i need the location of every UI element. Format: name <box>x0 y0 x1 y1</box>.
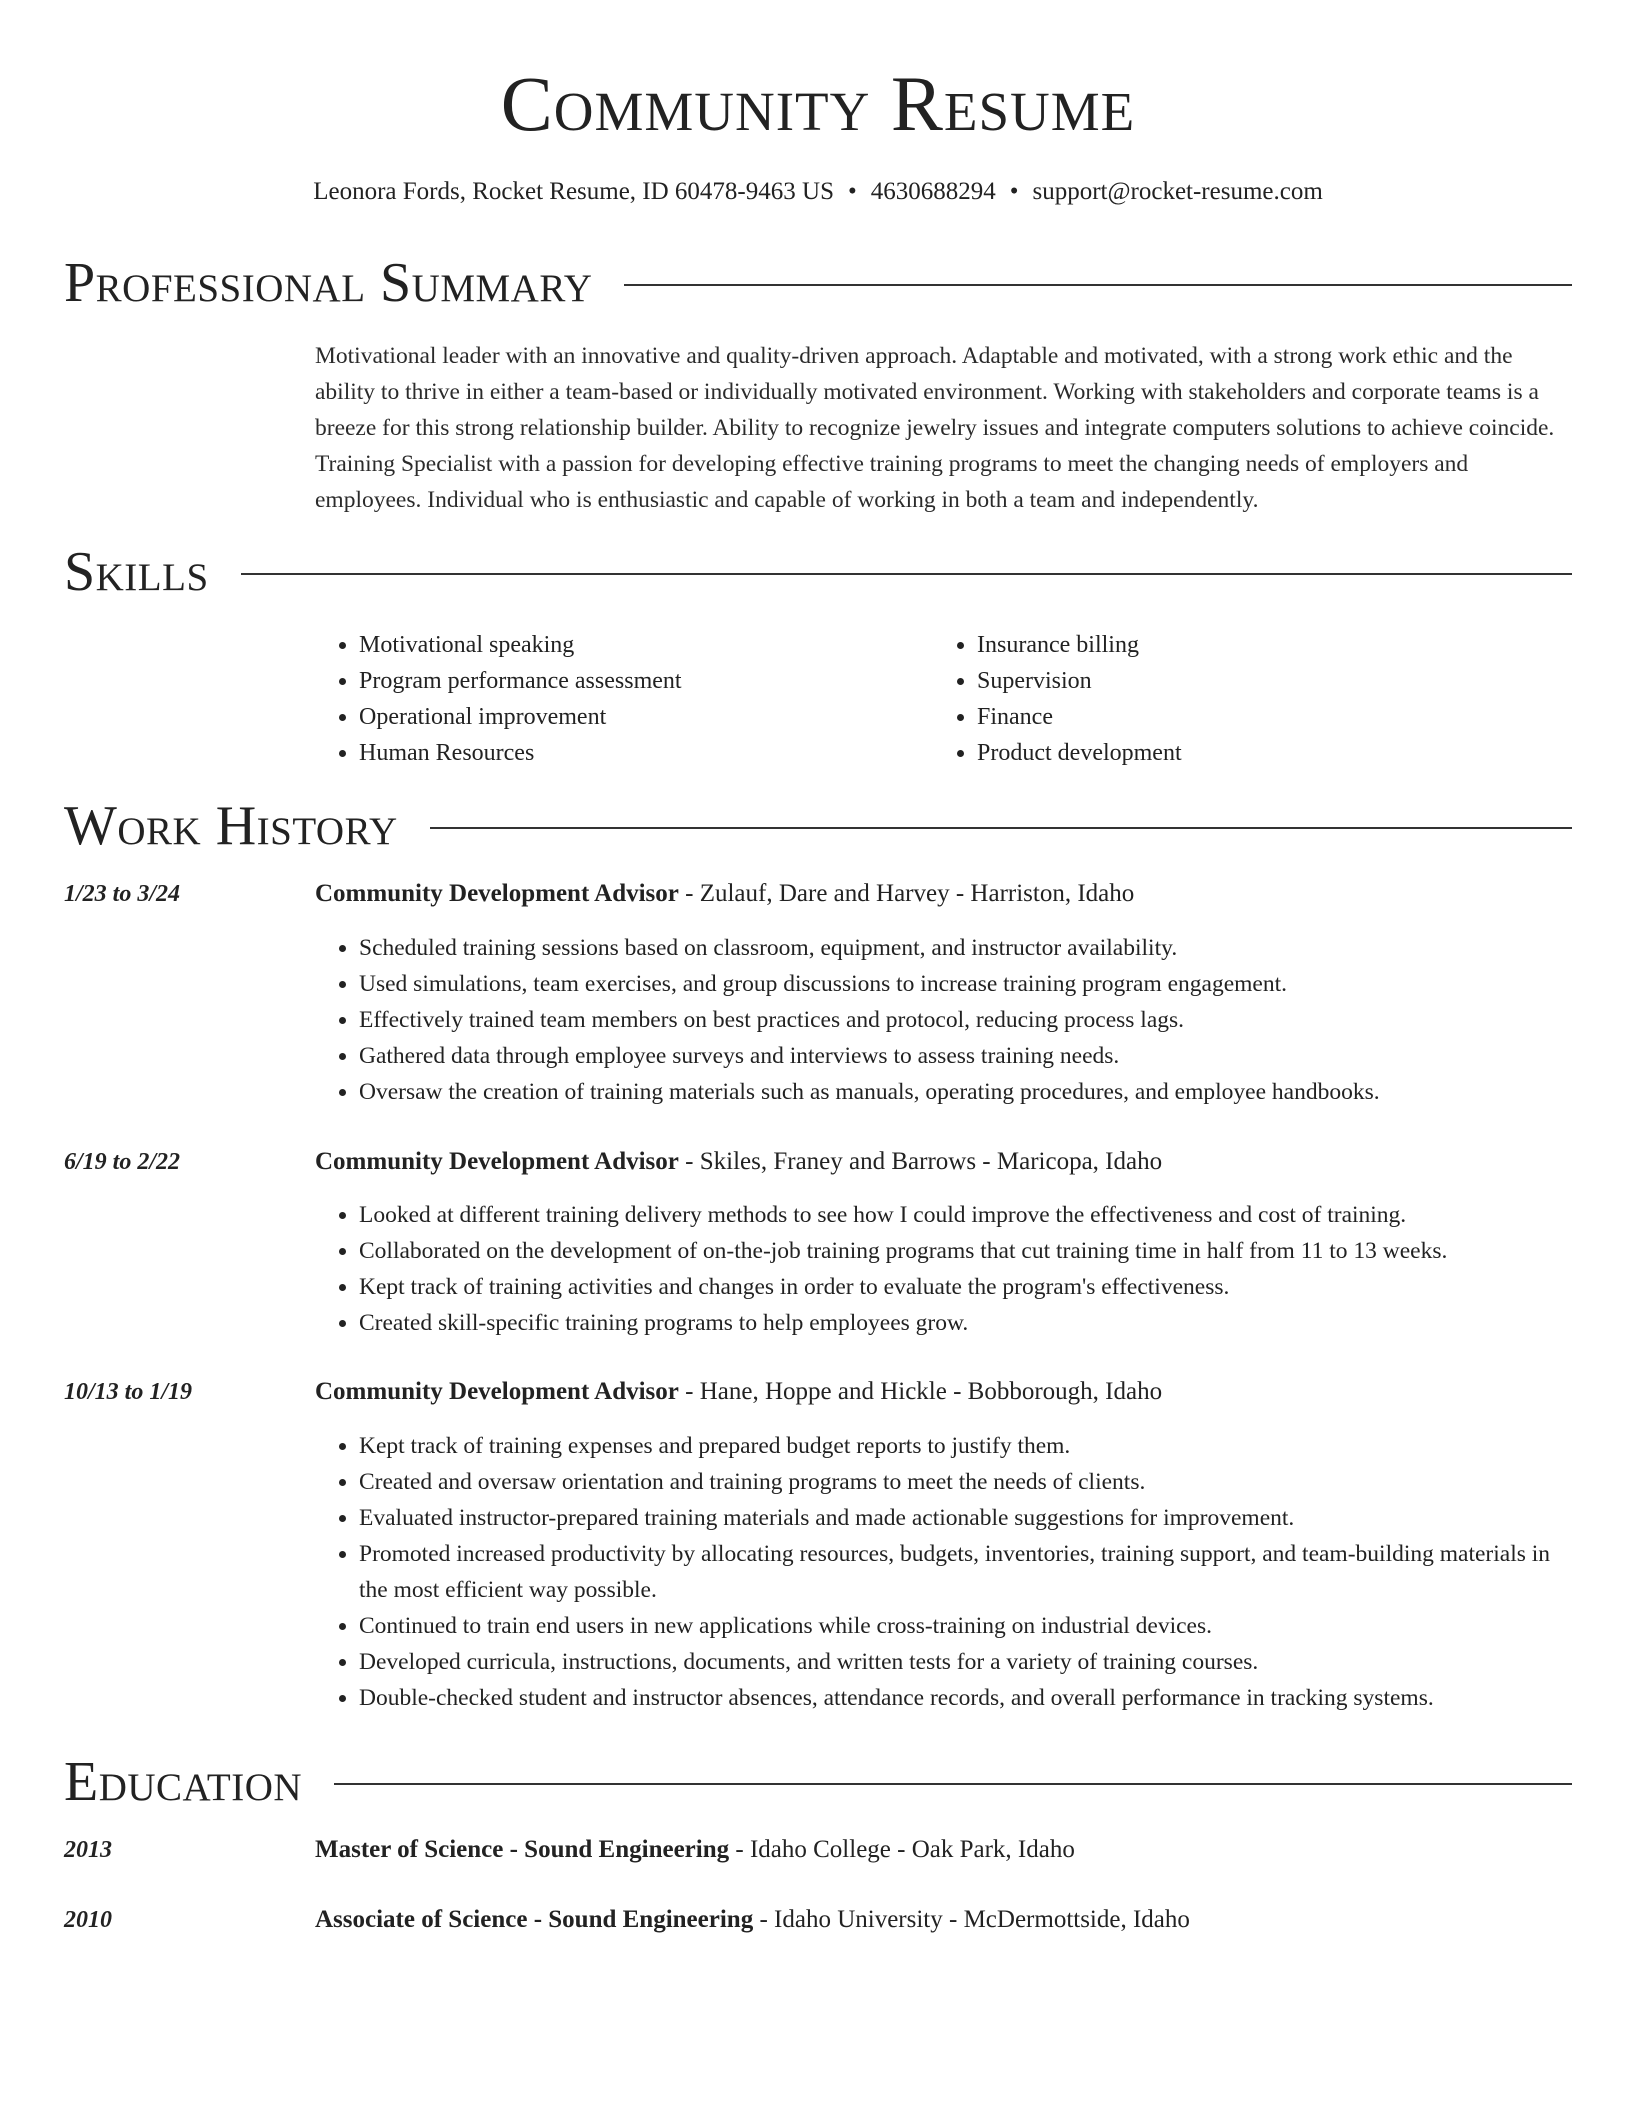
work-title: Work History <box>64 795 398 857</box>
job-bullet: • Developed curricula, instructions, documents, and written tests for a variety of training courses. <box>359 1644 1572 1680</box>
job-bullet: • Oversaw the creation of training materials such as manuals, operating procedures, and employee handbooks. <box>359 1074 1572 1110</box>
resume-name: Community Resume <box>500 60 1136 147</box>
contact-separator: • <box>1009 178 1019 205</box>
education-entry <box>64 1832 1572 1868</box>
job-bullet: • Collaborated on the development of on-the-job training programs that cut training time in half from 11 to 13 weeks. <box>359 1233 1572 1269</box>
education-heading <box>315 1902 1190 1938</box>
contact-phone: 4630688294 <box>870 178 996 205</box>
job-dates: 6/19 to 2/22 <box>64 1149 181 1175</box>
education-school: - Idaho University - McDermottside, Idaho <box>753 1906 1190 1933</box>
skill-item: • Operational improvement <box>359 699 933 735</box>
education-school: - Idaho College - Oak Park, Idaho <box>729 1836 1075 1863</box>
skill-item: • Product development <box>977 735 1551 771</box>
job-bullet: • Kept track of training expenses and prepared budget reports to justify them. <box>359 1428 1572 1464</box>
job-bullet: • Looked at different training delivery methods to see how I could improve the effectiveness and cost of training. <box>359 1197 1572 1233</box>
skill-item: • Insurance billing <box>977 627 1551 663</box>
job-employer: - Hane, Hoppe and Hickle - Bobborough, Idaho <box>678 1378 1163 1405</box>
summary-section-header <box>64 251 1572 315</box>
job-role: Community Development Advisor <box>315 880 679 907</box>
section-divider <box>241 573 1572 575</box>
contact-email: support@rocket-resume.com <box>1032 178 1323 205</box>
job-bullets <box>315 930 1572 1110</box>
contact-line <box>64 174 1572 210</box>
skills-column-right <box>933 627 1551 771</box>
job-heading <box>315 876 1134 912</box>
education-year: 2013 <box>64 1837 112 1863</box>
skill-item: • Supervision <box>977 663 1551 699</box>
job-bullet: • Double-checked student and instructor absences, attendance records, and overall performance in tracking systems. <box>359 1680 1572 1716</box>
education-degree: Master of Science - Sound Engineering <box>315 1836 730 1863</box>
job-bullet: • Evaluated instructor-prepared training materials and made actionable suggestions for improvement. <box>359 1500 1572 1536</box>
summary-title: Professional Summary <box>64 252 593 314</box>
education-year: 2010 <box>64 1907 112 1933</box>
education-heading <box>315 1832 1075 1868</box>
section-divider <box>334 1783 1572 1785</box>
contact-separator: • <box>847 178 857 205</box>
job-bullet: • Effectively trained team members on best practices and protocol, reducing process lags. <box>359 1002 1572 1038</box>
skills-column-left <box>315 627 933 771</box>
job-bullet: • Gathered data through employee surveys and interviews to assess training needs. <box>359 1038 1572 1074</box>
job-bullet: • Created and oversaw orientation and training programs to meet the needs of clients. <box>359 1464 1572 1500</box>
job-employer: - Skiles, Franey and Barrows - Maricopa, Idaho <box>678 1148 1163 1175</box>
education-entry <box>64 1902 1572 1938</box>
job-heading <box>315 1374 1162 1410</box>
section-divider <box>624 284 1572 286</box>
job-bullet: • Used simulations, team exercises, and group discussions to increase training program engagement. <box>359 966 1572 1002</box>
job-role: Community Development Advisor <box>315 1148 679 1175</box>
job-dates: 1/23 to 3/24 <box>64 881 181 907</box>
skill-item: • Finance <box>977 699 1551 735</box>
skills-title: Skills <box>64 541 209 603</box>
education-section-header <box>64 1750 1572 1814</box>
job-employer: - Zulauf, Dare and Harvey - Harriston, Idaho <box>678 880 1135 907</box>
job-dates: 10/13 to 1/19 <box>64 1379 193 1405</box>
job-role: Community Development Advisor <box>315 1378 679 1405</box>
job-bullet: • Promoted increased productivity by allocating resources, budgets, inventories, training support, and team-building materials in the most efficient way possible. <box>359 1536 1572 1608</box>
job-bullet: • Created skill-specific training programs to help employees grow. <box>359 1305 1572 1341</box>
work-section-header <box>64 794 1572 858</box>
skills-section-header <box>64 540 1572 604</box>
job-bullet: • Kept track of training activities and changes in order to evaluate the program's effectiveness. <box>359 1269 1572 1305</box>
job-bullets <box>315 1428 1572 1716</box>
skill-item: • Program performance assessment <box>359 663 933 699</box>
skill-item: • Human Resources <box>359 735 933 771</box>
job-bullet: • Scheduled training sessions based on classroom, equipment, and instructor availability. <box>359 930 1572 966</box>
contact-address: Leonora Fords, Rocket Resume, ID 60478-9463 US <box>313 178 834 205</box>
education-degree: Associate of Science - Sound Engineering <box>315 1906 754 1933</box>
job-heading <box>315 1144 1162 1180</box>
summary-text: Motivational leader with an innovative and quality-driven approach. Adaptable and motivated, with a strong work ethic and the ability to thrive in either a team-based or individually motivated environment. Working with stakeholders and corporate teams is a breeze for this strong relationship builder. Ability to recognize jewelry issues and integrate computers solutions to achieve coincide. Training Specialist with a passion for developing effective training programs to meet the changing needs of employers and employees. Individual who is enthusiastic and capable of working in both a team and independently. <box>315 343 1555 513</box>
education-title: Education <box>64 1751 303 1813</box>
skills-list <box>315 627 1572 771</box>
job-bullet: • Continued to train end users in new applications while cross-training on industrial devices. <box>359 1608 1572 1644</box>
job-bullets <box>315 1197 1572 1341</box>
section-divider <box>430 827 1572 829</box>
skill-item: • Motivational speaking <box>359 627 933 663</box>
